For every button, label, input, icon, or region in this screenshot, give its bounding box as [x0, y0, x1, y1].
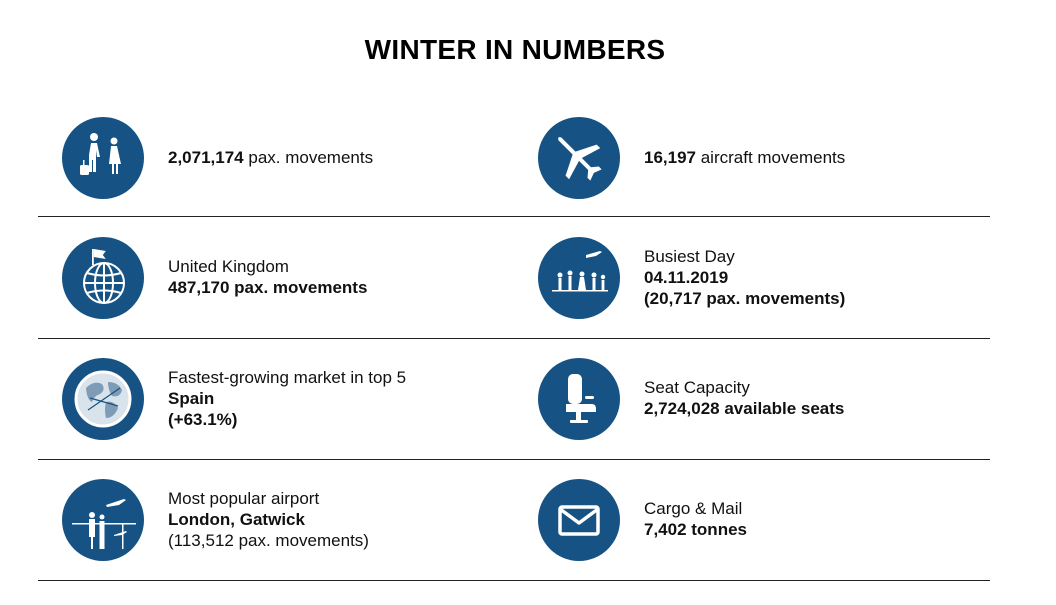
stat-text	[644, 112, 845, 202]
stat-label: Busiest Day	[644, 246, 735, 266]
divider	[38, 216, 990, 217]
stat-text	[168, 232, 367, 322]
stat-label: Fastest-growing market in top 5	[168, 367, 407, 387]
envelope-icon	[538, 479, 620, 561]
globe-icon	[62, 237, 144, 319]
stat-label: Cargo & Mail	[644, 499, 743, 518]
stat-text	[644, 353, 844, 443]
stat-text	[644, 232, 845, 322]
stat-label: United Kingdom	[168, 257, 289, 276]
divider	[38, 580, 990, 581]
stat-value: 16,197	[644, 147, 696, 167]
stat-label: Seat Capacity	[644, 378, 750, 397]
airplane-icon	[538, 117, 620, 199]
stat-seat-capacity	[516, 353, 990, 443]
stat-popular-airport	[40, 474, 510, 564]
stat-suffix: aircraft movements	[696, 147, 846, 167]
stat-label: Most popular airport	[168, 488, 320, 508]
stat-fastest-growing	[40, 353, 510, 443]
stat-suffix: pax. movements	[243, 147, 374, 167]
stat-detail: (+63.1%)	[168, 409, 238, 429]
stat-detail: (113,512 pax. movements)	[168, 530, 369, 550]
stat-passengers	[40, 112, 510, 202]
divider	[38, 459, 990, 460]
airport-icon	[62, 479, 144, 561]
seat-icon	[538, 358, 620, 440]
passengers-icon	[62, 117, 144, 199]
stat-busiest-day	[516, 232, 990, 322]
stat-value: Spain	[168, 388, 215, 408]
stat-value: 2,724,028 available seats	[644, 399, 845, 418]
stat-text	[168, 112, 373, 202]
stat-value: 487,170 pax. movements	[168, 278, 368, 297]
stat-value: 7,402 tonnes	[644, 520, 747, 539]
stat-detail: (20,717 pax. movements)	[644, 288, 846, 308]
stat-text	[168, 353, 406, 443]
busiest-day-icon	[538, 237, 620, 319]
stat-value: 04.11.2019	[644, 267, 729, 287]
stat-text	[168, 474, 369, 564]
stat-cargo-mail	[516, 474, 990, 564]
page-title: WINTER IN NUMBERS	[364, 34, 666, 65]
stat-aircraft	[516, 112, 990, 202]
world-map-icon	[62, 358, 144, 440]
stat-text	[644, 474, 747, 564]
stat-value: London, Gatwick	[168, 509, 305, 529]
stat-united-kingdom	[40, 232, 510, 322]
divider	[38, 338, 990, 339]
stat-value: 2,071,174	[168, 147, 244, 167]
